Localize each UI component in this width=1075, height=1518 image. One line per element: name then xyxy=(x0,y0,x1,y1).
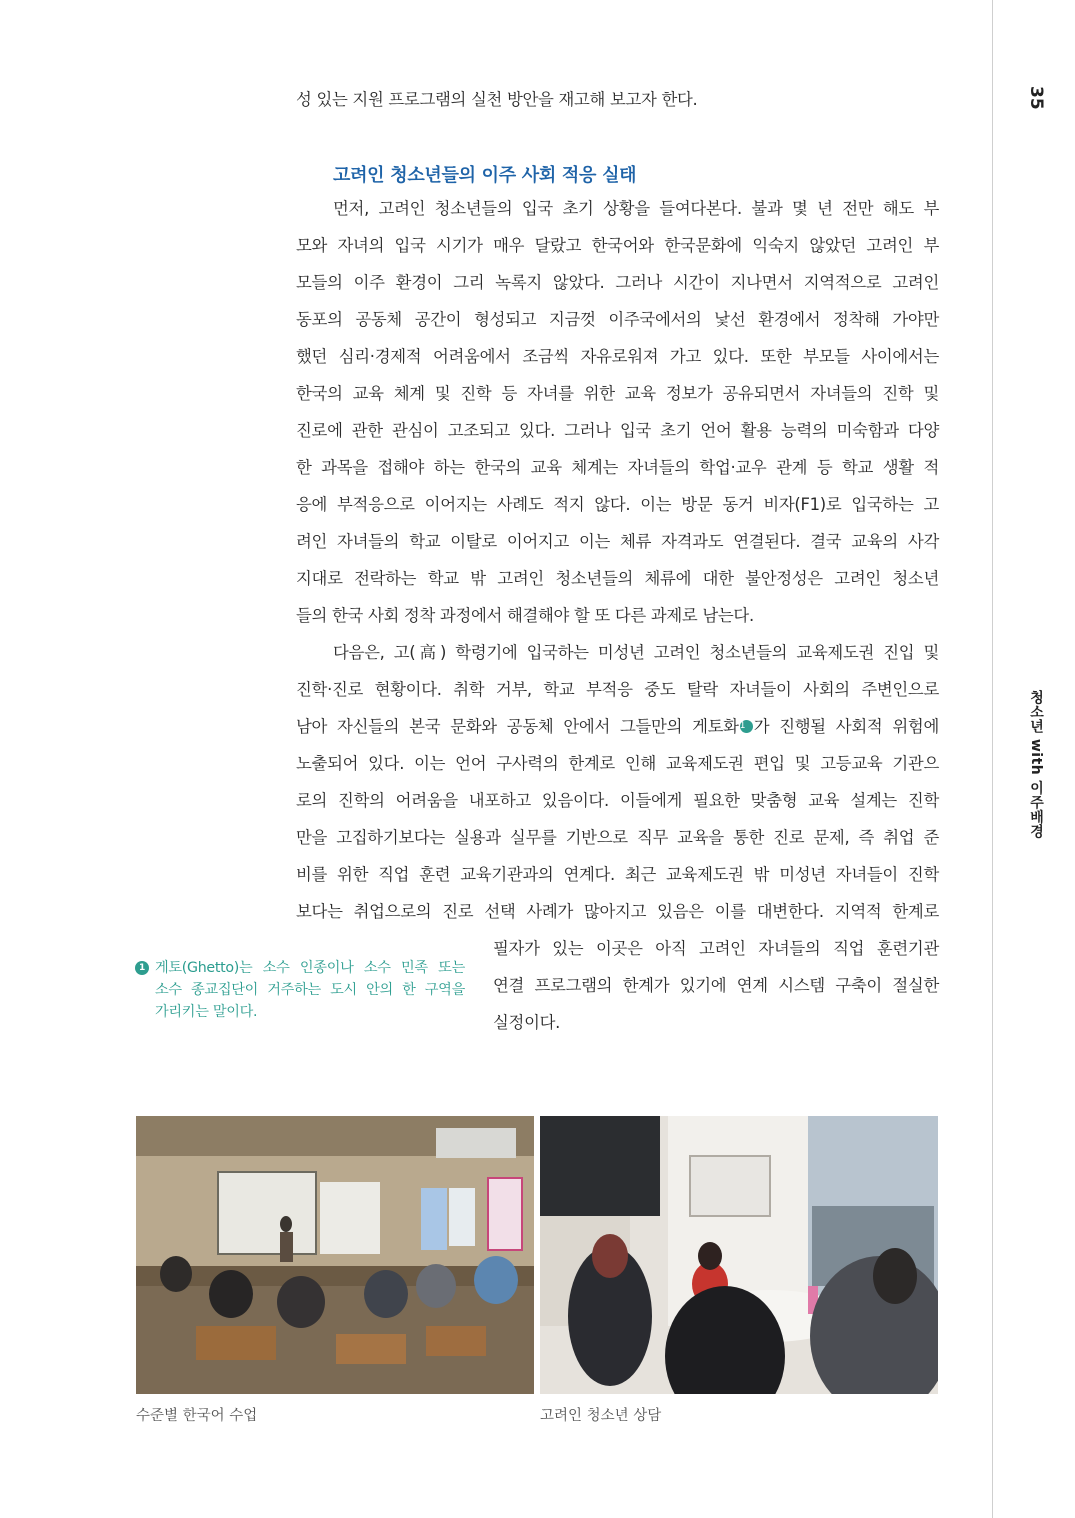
body-line: 다음은, 고(高) 학령기에 입국하는 미성년 고려인 청소년들의 교육제도권 진입 및 xyxy=(333,643,939,662)
margin-divider xyxy=(992,0,993,1518)
body-line: 진로에 관한 관심이 고조되고 있다. 그러나 입국 초기 언어 활용 능력의 미숙함과 다양 xyxy=(296,421,939,440)
footnote xyxy=(135,957,465,1023)
body-line: 려인 자녀들의 학교 이탈로 이어지고 이는 체류 자격과도 연결된다. 결국 교육의 사각 xyxy=(296,532,939,551)
body-line: 먼저, 고려인 청소년들의 입국 초기 상황을 들여다본다. 불과 몇 년 전만 해도 부 xyxy=(333,199,939,218)
body-text: 남아 자신들의 본국 문화와 공동체 안에서 그들만의 게토화 xyxy=(296,717,739,736)
body-line: 진학·진로 현황이다. 취학 거부, 학교 부적응 중도 탈락 자녀들이 사회의 주변인으로 xyxy=(296,680,939,699)
body-line: 비를 위한 직업 훈련 교육기관과의 연계다. 최근 교육제도권 밖 미성년 자녀들이 진학 xyxy=(296,865,939,884)
footnote-reference[interactable]: 1 xyxy=(740,720,753,733)
body-line: 한 과목을 접해야 하는 한국의 교육 체계는 자녀들의 학업·교우 관계 등 학교 생활 적 xyxy=(296,458,939,477)
footnote-line: 게토(Ghetto)는 소수 인종이나 소수 민족 또는 xyxy=(155,960,465,976)
body-line-with-footnote xyxy=(296,717,939,737)
body-line: 모들의 이주 환경이 그리 녹록지 않았다. 그러나 시간이 지나면서 지역적으로 고려인 xyxy=(296,273,939,292)
body-line: 동포의 공동체 공간이 형성되고 지금껏 이주국에서의 낯선 환경에서 정착해 가야만 xyxy=(296,310,939,329)
body-line: 지대로 전락하는 학교 밖 고려인 청소년들의 체류에 대한 불안정성은 고려인 청소년 xyxy=(296,569,939,588)
body-line: 만을 고집하기보다는 실용과 실무를 기반으로 직무 교육을 통한 진로 문제, 즉 취업 준 xyxy=(296,828,939,847)
body-line: 보다는 취업으로의 진로 선택 사례가 많아지고 있음은 이를 대변한다. 지역적 한계로 xyxy=(296,902,939,921)
section-heading: 고려인 청소년들의 이주 사회 적응 실태 xyxy=(333,165,637,186)
body-line: 모와 자녀의 입국 시기가 매우 달랐고 한국어와 한국문화에 익숙지 않았던 고려인 부 xyxy=(296,236,939,255)
photo-caption: 수준별 한국어 수업 xyxy=(136,1408,258,1424)
body-line: 필자가 있는 이곳은 아직 고려인 자녀들의 직업 훈련기관 xyxy=(493,939,939,958)
photo-caption: 고려인 청소년 상담 xyxy=(540,1408,662,1424)
body-line: 응에 부적응으로 이어지는 사례도 적지 않다. 이는 방문 동거 비자(F1)로 입국하는 고 xyxy=(296,495,939,514)
intro-line: 성 있는 지원 프로그램의 실천 방안을 재고해 보고자 한다. xyxy=(296,90,698,109)
classroom-photo xyxy=(136,1116,534,1394)
body-line: 실정이다. xyxy=(493,1013,561,1032)
footnote-line: 가리키는 말이다. xyxy=(155,1004,258,1020)
body-line: 한국의 교육 체계 및 진학 등 자녀를 위한 교육 정보가 공유되면서 자녀들의 진학 및 xyxy=(296,384,939,403)
section-label: 청소년 with 이주배경 xyxy=(1028,690,1044,839)
body-text: 가 진행될 사회적 위험에 xyxy=(753,717,939,736)
body-line: 들의 한국 사회 정착 과정에서 해결해야 할 또 다른 과제로 남는다. xyxy=(296,606,754,625)
footnote-number: 1 xyxy=(135,961,149,975)
body-line: 로의 진학의 어려움을 내포하고 있음이다. 이들에게 필요한 맞춤형 교육 설계는 진학 xyxy=(296,791,939,810)
body-line: 연결 프로그램의 한계가 있기에 연계 시스템 구축이 절실한 xyxy=(493,976,939,995)
body-line: 했던 심리·경제적 어려움에서 조금씩 자유로워져 가고 있다. 또한 부모들 사이에서는 xyxy=(296,347,939,366)
page-number: 35 xyxy=(1026,86,1046,110)
body-line: 노출되어 있다. 이는 언어 구사력의 한계로 인해 교육제도권 편입 및 고등교육 기관으 xyxy=(296,754,939,773)
footnote-line: 소수 종교집단이 거주하는 도시 안의 한 구역을 xyxy=(155,982,465,998)
counseling-photo xyxy=(540,1116,938,1394)
